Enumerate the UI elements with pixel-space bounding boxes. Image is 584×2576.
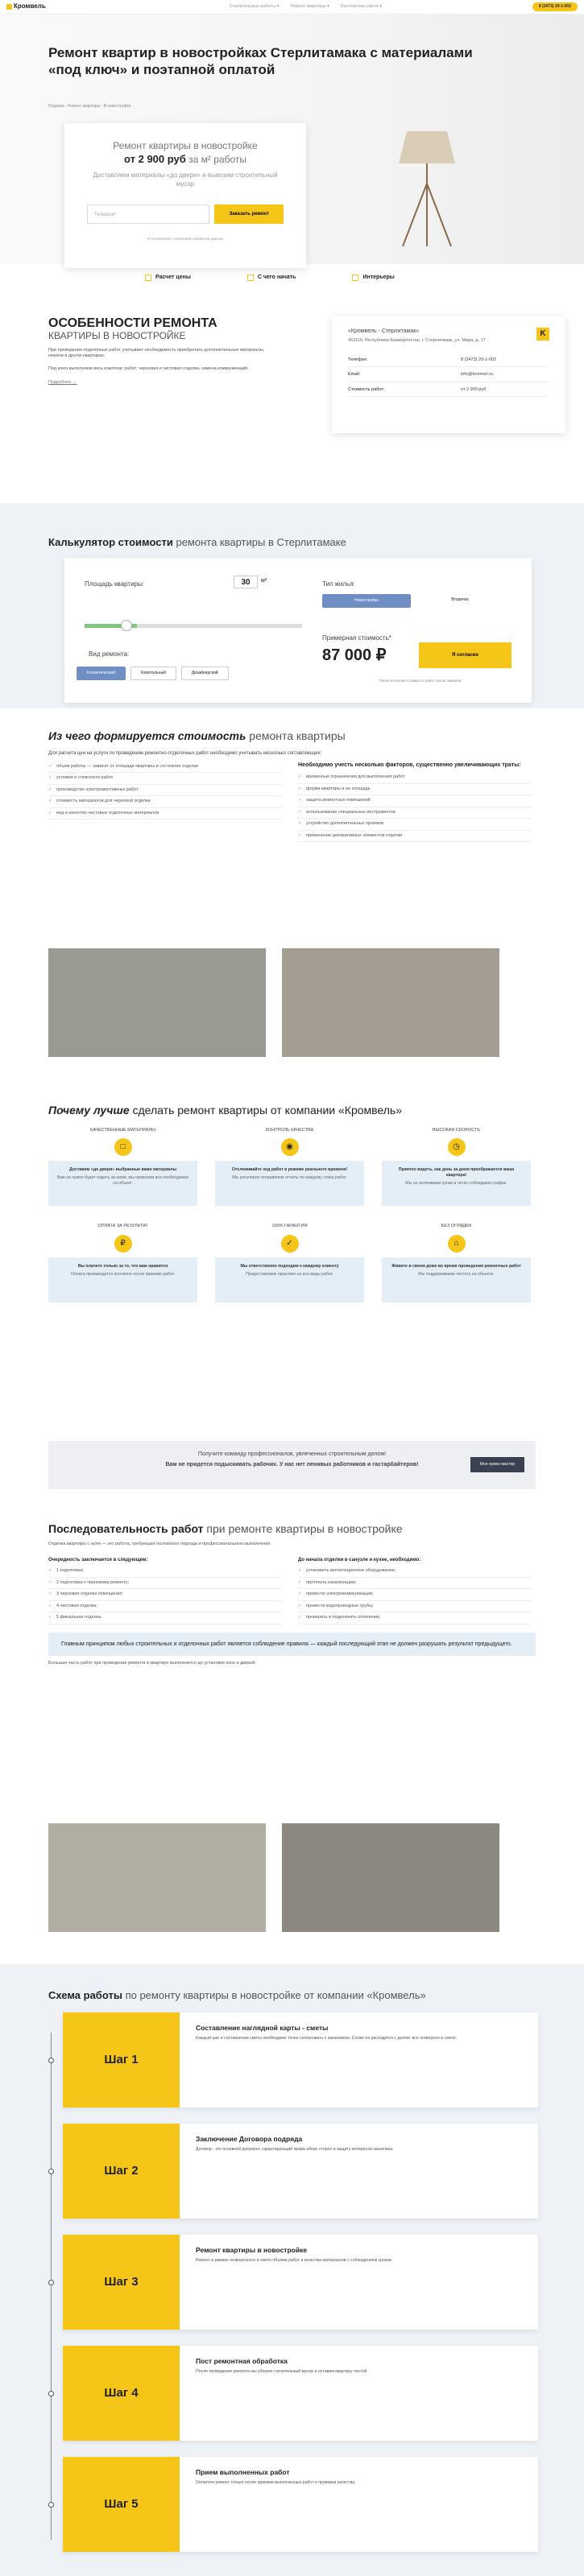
list-item: ✓ установить вентиляционное оборудование;	[298, 1566, 532, 1577]
room-photo[interactable]	[282, 948, 499, 1057]
order-button[interactable]: Заказать ремонт	[214, 204, 284, 224]
list-item: ✓ временные ограничения для выполнения работ	[298, 772, 532, 783]
cost-section	[48, 729, 532, 842]
timeline-dot	[48, 2280, 54, 2285]
card-subtitle: Доставляем материалы «до двери» и вывозим строительный мусор	[93, 171, 278, 188]
floor-lamp-image	[391, 127, 463, 248]
type-options	[322, 594, 504, 608]
nav-item[interactable]: Ремонт квартиры ▾	[290, 3, 329, 9]
list-item: ✓ 1 подготовка;	[48, 1566, 282, 1577]
calculator-section	[0, 503, 584, 708]
price-label: Примерная стоимость*	[322, 634, 391, 642]
list-item: ✓ устройство дополнительных проёмов	[298, 819, 532, 830]
sequence-left: Очередность заключается в следующем: ✓ 1 подготовка; ✓ 2 подготовка к черновому ремонту; ✓ 3 черновая отделка помещения; ✓ 4 чистовая отделка; ✓ 5 финальная отделка.	[48, 1552, 282, 1624]
features-bar	[145, 274, 395, 281]
company-logo: K	[536, 328, 549, 341]
promo-line1: Получите команду профессионалов, увлеченных строительным делом!	[197, 1451, 387, 1457]
room-photo[interactable]	[48, 1823, 266, 1932]
about-text: При проведении отделочных работ учитывает необходимость приобретать дополнительные материалы, нежели в других квартирах.	[48, 347, 265, 359]
price-note: *Окончательная стоимость работ после замеров	[379, 679, 462, 683]
card-price: от 2 900 руб	[124, 153, 186, 166]
kind-option[interactable]: Капитальный	[130, 667, 176, 680]
area-label: Площадь квартиры:	[85, 580, 144, 588]
slider-handle[interactable]	[121, 620, 132, 631]
home-icon: ⌂	[448, 1235, 466, 1253]
promo-banner	[48, 1441, 536, 1489]
timeline-dot	[48, 2502, 54, 2508]
list-item: ✓ провести электрокоммуникации;	[298, 1589, 532, 1600]
timeline-dot	[48, 2058, 54, 2063]
benefit-card: КОНТРОЛЬ КАЧЕСТВА ◉ Отслеживайте ход работ в режиме реального времени! Мы регулярно отправляем отчеты по каждому этапу работ.	[215, 1128, 364, 1206]
master-button[interactable]: Мне нужен мастер	[470, 1457, 524, 1472]
feature-price[interactable]: Расчет цены	[145, 274, 191, 281]
about-section	[48, 316, 548, 392]
camera-icon: ◉	[281, 1138, 299, 1156]
photo-row	[48, 948, 499, 1057]
list-item: ✓ вид и качество чистовых отделочных материалов	[48, 808, 282, 819]
list-item: ✓ условия и сложности работ	[48, 773, 282, 784]
price-value: 87 000 ₽	[322, 646, 387, 664]
area-unit: м²	[261, 578, 267, 584]
page-title: Ремонт квартир в новостройках Стерлитамака с материалами «под ключ» и поэтапной оплатой	[48, 45, 473, 77]
more-link[interactable]: Подробнее →	[48, 380, 77, 386]
list-item: ✓ провести водопроводные трубы;	[298, 1601, 532, 1612]
principle-highlight: Главным принципом любых строительных и отделочных работ является соблюдение правила — каждый последующий этап не должен разрушать результат предыдущего.	[48, 1633, 536, 1656]
list-item: ✓ 3 черновая отделка помещения;	[48, 1589, 282, 1600]
timeline-line	[51, 2033, 52, 2540]
benefit-card: БЕЗ ОГЛЯДКИ ⌂ Живите в своем доме во время проведения ремонтных работ Мы поддерживаем чистоту на объекте.	[382, 1224, 531, 1302]
phone-input[interactable]: Телефон*	[87, 204, 209, 224]
calculator-icon	[145, 275, 151, 281]
step-card: Шаг 5 Прием выполненных работ Оплатите ремонт только после приемки выполненных работ и проверки качества.	[63, 2457, 538, 2552]
steps-section	[0, 1964, 584, 2576]
sequence-right: До начала отделки в санузле и кухне, необходимо: ✓ установить вентиляционное оборудование; ✓ протянуть канализацию; ✓ провести электрокоммуникации; ✓ провести водопроводные трубы; ✓ проверить и подключить отопление.	[298, 1552, 532, 1624]
feature-interiors[interactable]: Интерьеры	[352, 274, 394, 281]
step-card: Шаг 4 Пост ремонтная обработка После проведения ремонта мы уберем строительный мусор и оставим квартиру чистой.	[63, 2346, 538, 2441]
step-card: Шаг 1 Составление наглядной карты - сметы Каждый шаг в составлении сметы необходимо точно согласовать с заказчиком. Слово не расходится с делом: все оговорено в смете.	[63, 2013, 538, 2107]
hero-form-card	[64, 123, 306, 268]
list-item: ✓ объем работы — зависит от площади квартиры и состояния отделки	[48, 762, 282, 773]
list-item: ✓ использование специальных инструментов	[298, 807, 532, 819]
cost-lead: Для расчета цен на услуги по проведению ремонтно-отделочных работ необходимо учитывать несколько составляющих:	[48, 750, 322, 756]
promo-line2: Вам не придется подыскивать рабочих. У нас нет ленивых работников и гастарбайтеров!	[165, 1462, 419, 1468]
company-row: Email: info@kromvel.ru	[348, 369, 549, 382]
company-row: Стоимость работ: от 2 900 руб	[348, 384, 549, 397]
room-photo[interactable]	[48, 948, 266, 1057]
nav-item[interactable]: Бесплатная смета ▾	[340, 3, 382, 9]
list-item: ✓ форма квартиры и ее площадь	[298, 784, 532, 795]
list-item: ✓ стоимость материалов для черновой отделки	[48, 796, 282, 807]
list-item: ✓ проверить и подключить отопление.	[298, 1612, 532, 1624]
why-section	[48, 1103, 532, 1302]
sequence-text: Большая часть работ при проведении ремонта в квартире выполняется до установки окон и дверей.	[48, 1660, 256, 1666]
feature-start[interactable]: С чего начать	[247, 274, 296, 281]
cost-title: Из чего формируется стоимость ремонта квартиры	[48, 729, 346, 742]
timeline-dot	[48, 2169, 54, 2174]
cost-list-left	[48, 762, 282, 842]
calc-title: Калькулятор стоимости ремонта квартиры в Стерлитамаке	[48, 536, 346, 548]
box-icon: □	[114, 1138, 132, 1156]
sequence-title: Последовательность работ при ремонте квартиры в новостройке	[48, 1522, 403, 1535]
shield-icon: ✓	[281, 1235, 299, 1253]
consent-note[interactable]: Я согласен(а) с политикой обработки данных	[147, 237, 224, 242]
sequence-text: Отделка квартиры с нуля — это работа, требующая поэтапного подхода и профессионального выполнения.	[48, 1541, 271, 1546]
top-bar	[0, 0, 584, 14]
kind-option[interactable]: Дизайнерский	[181, 667, 229, 680]
kind-label: Вид ремонта:	[89, 650, 130, 658]
cost-list-right	[298, 762, 532, 842]
wallet-icon: ₽	[114, 1235, 132, 1253]
calculator	[64, 558, 532, 703]
nav-item[interactable]: Строительные работы ▾	[229, 3, 280, 9]
about-title: ОСОБЕННОСТИ РЕМОНТА КВАРТИРЫ В НОВОСТРОЙКЕ	[48, 316, 217, 341]
benefit-card: 100% ГАРАНТИЯ ✓ Мы ответственно подходим к каждому клиенту Предоставляем гарантию на все виды работ.	[215, 1224, 364, 1302]
step-card: Шаг 2 Заключение Договора подряда Договор - это основной документ, гарантирующий права обеих сторон и защиту интересов заказчика.	[63, 2124, 538, 2219]
list-item: ✓ защита ремонтных помещений	[298, 795, 532, 807]
logo[interactable]: Кромвель	[6, 2, 46, 11]
type-label: Тип жилья:	[322, 580, 355, 588]
why-title: Почему лучше сделать ремонт квартиры от компании «Кромвель»	[48, 1104, 402, 1117]
card-unit: за м² работы	[188, 154, 246, 166]
hero	[0, 14, 584, 264]
cost-right-title: Необходимо учесть несколько факторов, существенно увеличивающих траты:	[298, 762, 521, 768]
clock-icon: ◷	[448, 1138, 466, 1156]
list-item: ✓ 5 финальная отделка.	[48, 1612, 282, 1624]
sequence-section	[48, 1521, 536, 1666]
list-item: ✓ 4 чистовая отделка;	[48, 1601, 282, 1612]
steps-title: Схема работы по ремонту квартиры в новостройке от компании «Кромвель»	[48, 1989, 426, 2001]
area-input[interactable]: 30	[234, 576, 258, 588]
room-photo[interactable]	[282, 1823, 499, 1932]
about-text: Под ключ выполняем весь комплекс работ: черновая и чистовая отделка, замена коммуникаций.	[48, 365, 249, 371]
kind-option[interactable]: Косметический	[77, 667, 126, 680]
photo-row	[48, 1823, 499, 1932]
step-card: Шаг 3 Ремонт квартиры в новостройке Ремонт в рамках оговоренного в смете объема работ и качества материалов с соблюдением сроков.	[63, 2235, 538, 2330]
card-line1: Ремонт квартиры в новостройке	[113, 140, 258, 151]
list-item: ✓ 2 подготовка к черновому ремонту;	[48, 1578, 282, 1589]
company-row: Телефон: 8 (3473) 20-1-002	[348, 354, 549, 367]
timeline-dot	[48, 2391, 54, 2396]
kind-options	[77, 667, 229, 680]
company-card	[332, 316, 565, 433]
phone-button[interactable]: 8 (3473) 20-1-002	[532, 2, 578, 11]
calc-submit-button[interactable]: Я согласен	[419, 642, 512, 668]
logo-icon	[6, 4, 12, 10]
company-title: «Кромвель - Стерлитамак»	[348, 328, 420, 334]
type-option[interactable]: Новостройка	[322, 594, 411, 608]
main-nav	[230, 4, 382, 10]
picture-icon	[352, 275, 358, 281]
benefit-card: КАЧЕСТВЕННЫЕ МАТЕРИАЛЫ □ Доставим «до двери» выбранные вами материалы Вам не нужно будет ездить за ними, мы привозим все необходимое на объект.	[48, 1128, 197, 1206]
list-item: ✓ производство электромонтажных работ	[48, 785, 282, 796]
list-item: ✓ протянуть канализацию;	[298, 1578, 532, 1589]
benefit-card: ВЫСОКАЯ СКОРОСТЬ ◷ Приятно видеть, как день за днем преображается ваша квартира! Мы не затягиваем сроки и четко соблюдаем график.	[382, 1128, 531, 1206]
company-address: 453116, Республика Башкортостан, г. Стерлитамак, ул. Мира, д. 17	[348, 338, 486, 344]
area-slider[interactable]	[85, 624, 302, 628]
flag-icon	[247, 275, 254, 281]
breadcrumb[interactable]: Отделка › Ремонт квартиры › В новостройке	[48, 104, 131, 109]
benefit-card: ОПЛАТА ЗА РЕЗУЛЬТАТ ₽ Вы платите только за то, что вам нравится Оплата производится поэтапно после приемки работ.	[48, 1224, 197, 1302]
type-option[interactable]: Вторичка	[451, 597, 469, 602]
list-item: ✓ применение декоративных элементов отделки	[298, 831, 532, 842]
